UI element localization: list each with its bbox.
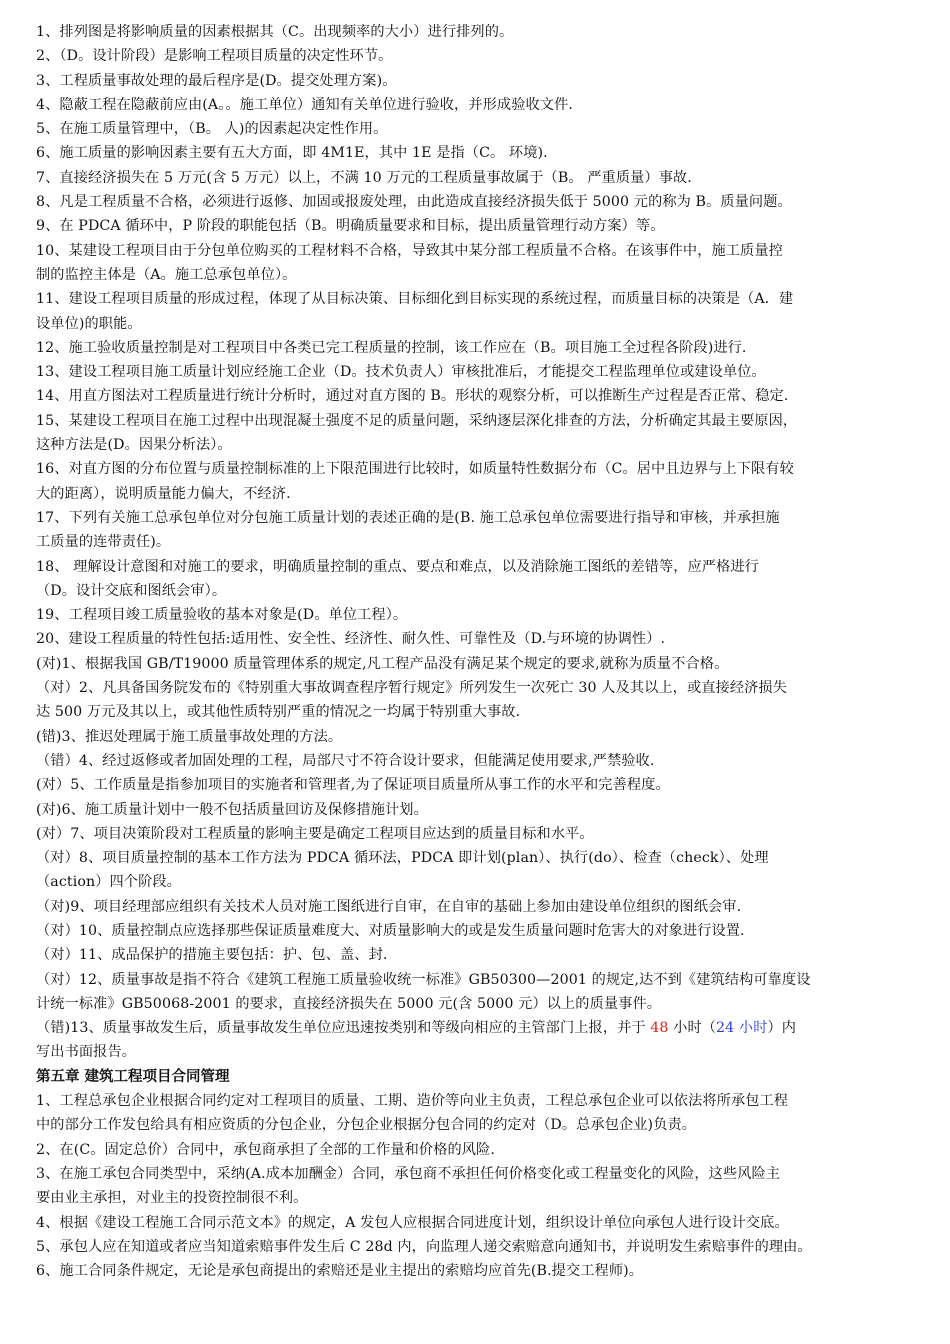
question-line-36: （action）四个阶段。 <box>36 874 181 891</box>
question-line-33: (对)6、施工质量计划中一般不包括质量回访及保修措施计划。 <box>36 801 428 818</box>
contract-line-3: 2、在(C。固定总价）合同中，承包商承担了全部的工作量和价格的风险. <box>36 1141 495 1158</box>
quality-questions <box>36 20 928 1016</box>
question-line-30: (错)3、推迟处理属于施工质量事故处理的方法。 <box>36 728 343 745</box>
contract-line-4: 3、在施工承包合同类型中，采纳(A.成本加酬金）合同，承包商不承担任何价格变化或工程量变化的风险，这些风险主 <box>36 1165 781 1182</box>
item13-text: （错)13、质量事故发生后，质量事故发生单位应迅速按类别和等级向相应的主管部门上报，并于 <box>36 1020 651 1037</box>
question-line-20: 大的距离），说明质量能力偏大，不经济. <box>36 485 291 502</box>
question-line-15: 13、建设工程项目施工质量计划应经施工企业（D。技术负责人）审核批准后，才能提交工程监理单位或建设单位。 <box>36 364 766 381</box>
question-line-37: （对)9、项目经理部应组织有关技术人员对施工图纸进行自审，在自审的基础上参加由建设单位组织的图纸会审. <box>36 898 742 915</box>
question-line-24: （D。设计交底和图纸会审）。 <box>36 582 227 599</box>
question-line-10: 10、某建设工程项目由于分包单位购买的工程材料不合格，导致其中某分部工程质量不合格。在该事件中，施工质量控 <box>36 242 783 259</box>
question-line-17: 15、某建设工程项目在施工过程中出现混凝土强度不足的质量问题，采纳逐层深化排查的方法，分析确定其最主要原因， <box>36 412 798 429</box>
question-line-8: 8、凡是工程质量不合格，必须进行返修、加固或报废处理，由此造成直接经济损失低于 5000 元的称为 B。质量问题。 <box>36 194 792 211</box>
question-line-3: 3、工程质量事故处理的最后程序是(D。提交处理方案)。 <box>36 72 397 89</box>
question-line-38: （对）10、质量控制点应选择那些保证质量难度大、对质量影响大的或是发生质量问题时危害大的对象进行设置. <box>36 922 745 939</box>
question-line-32: (对）5、工作质量是指参加项目的实施者和管理者,为了保证项目质量所从事工作的水平和完善程度。 <box>36 777 670 794</box>
question-line-21: 17、下列有关施工总承包单位对分包施工质量计划的表述正确的是(B. 施工总承包单位需要进行指导和审核，并承担施 <box>36 509 780 526</box>
question-line-5: 5、在施工质量管理中，（B。 人)的因素起决定性作用。 <box>36 121 388 138</box>
question-line-13: 设单位)的职能。 <box>36 315 142 332</box>
question-line-18: 这种方法是(D。因果分析法）。 <box>36 437 232 454</box>
question-line-39: （对）11、成品保护的措施主要包括：护、包、盖、封. <box>36 947 388 964</box>
question-line-item13 <box>36 1016 928 1040</box>
question-line-7: 7、直接经济损失在 5 万元(含 5 万元）以上，不满 10 万元的工程质量事故属于（B。 严重质量）事故. <box>36 169 692 186</box>
question-line-1: 1、排列图是将影响质量的因素根据其（C。出现频率的大小）进行排列的。 <box>36 24 514 40</box>
contract-questions <box>36 1089 928 1283</box>
item13-text-after: ）内 <box>767 1020 797 1037</box>
chapter-title: 第五章 建筑工程项目合同管理 <box>36 1068 230 1085</box>
contract-line-8: 6、施工合同条件规定，无论是承包商提出的索赔还是业主提出的索赔均应首先(B.提交工程师)。 <box>36 1263 644 1280</box>
contract-line-6: 4、根据《建设工程施工合同示范文本》的规定，A 发包人应根据合同进度计划，组织设计单位向承包人进行设计交底。 <box>36 1214 789 1231</box>
question-line-25: 19、工程项目竣工质量验收的基本对象是(D。单位工程）。 <box>36 607 408 624</box>
question-line-26: 20、建设工程质量的特性包括:适用性、安全性、经济性、耐久性、可靠性及（D.与环境的协调性）. <box>36 631 666 648</box>
question-line-14: 12、施工验收质量控制是对工程项目中各类已完工程质量的控制，该工作应在（B。项目施工全过程各阶段)进行. <box>36 339 747 356</box>
question-line-40: （对）12、质量事故是指不符合《建筑工程施工质量验收统一标准》GB50300—2001 的规定,达不到《建筑结构可靠度设 <box>36 971 811 988</box>
question-line-9: 9、在 PDCA 循环中，P 阶段的职能包括（B。明确质量要求和目标，提出质量管理行动方案）等。 <box>36 218 665 235</box>
contract-line-1: 1、工程总承包企业根据合同约定对工程项目的质量、工期、造价等向业主负责，工程总承包企业可以依法将所承包工程 <box>36 1093 789 1110</box>
question-line-28: （对）2、凡具备国务院发布的《特别重大事故调查程序暂行规定》所列发生一次死亡 30 人及其以上，或直接经济损失 <box>36 680 787 697</box>
item13-text-mid: 小时（ <box>668 1020 717 1037</box>
question-line-11: 制的监控主体是（A。施工总承包单位）。 <box>36 266 297 283</box>
question-line-23: 18、 理解设计意图和对施工的要求，明确质量控制的重点、要点和难点，以及消除施工图纸的差错等，应严格进行 <box>36 558 759 575</box>
contract-line-7: 5、承包人应在知道或者应当知道索赔事件发生后 C 28d 内，向监理人递交索赔意向通知书，并说明发生索赔事件的理由。 <box>36 1238 812 1255</box>
question-line-19: 16、对直方图的分布位置与质量控制标准的上下限范围进行比较时，如质量特性数据分布（C。居中且边界与上下限有较 <box>36 461 794 478</box>
question-line-27: (对)1、根据我国 GB/T19000 质量管理体系的规定,凡工程产品没有满足某个规定的要求,就称为质量不合格。 <box>36 655 729 672</box>
item13-red-hours: 48 <box>650 1020 669 1037</box>
question-line-35: （对）8、项目质量控制的基本工作方法为 PDCA 循环法，PDCA 即计划(plan）、执行(do）、检查（check）、处理 <box>36 850 769 867</box>
question-line-41: 计统一标准》GB50068-2001 的要求，直接经济损失在 5000 元(含 5000 元）以上的质量事件。 <box>36 995 662 1012</box>
question-line-31: （错）4、经过返修或者加固处理的工程，局部尺寸不符合设计要求，但能满足使用要求,严禁验收. <box>36 752 655 769</box>
question-line-4: 4、隐蔽工程在隐蔽前应由(A。。施工单位）通知有关单位进行验收，并形成验收文件. <box>36 96 573 113</box>
question-line-34: (对）7、项目决策阶段对工程质量的影响主要是确定工程项目应达到的质量目标和水平。 <box>36 825 594 842</box>
question-line-6: 6、施工质量的影响因素主要有五大方面，即 4M1E，其中 1E 是指（C。 环境). <box>36 145 548 162</box>
question-line-22: 工质量的连带责任)。 <box>36 534 171 551</box>
contract-line-5: 要由业主承担，对业主的投资控制很不利。 <box>36 1190 308 1207</box>
question-line-2: 2、（D。设计阶段）是影响工程项目质量的决定性环节。 <box>36 48 393 65</box>
item13-blue-hours: 24 小时 <box>716 1020 768 1037</box>
question-line-29: 达 500 万元及其以上，或其他性质特别严重的情况之一均属于特别重大事故. <box>36 704 521 721</box>
question-line-16: 14、用直方图法对工程质量进行统计分析时，通过对直方图的 B。形状的观察分析，可以推断生产过程是否正常、稳定. <box>36 388 789 405</box>
question-line-item13-cont: 写出书面报告。 <box>36 1044 137 1061</box>
contract-line-2: 中的部分工作发包给具有相应资质的分包企业，分包企业根据分包合同的约定对（D。总承包企业)负责。 <box>36 1117 697 1134</box>
question-line-12: 11、建设工程项目质量的形成过程，体现了从目标决策、目标细化到目标实现的系统过程，而质量目标的决策是（A．建 <box>36 291 794 308</box>
